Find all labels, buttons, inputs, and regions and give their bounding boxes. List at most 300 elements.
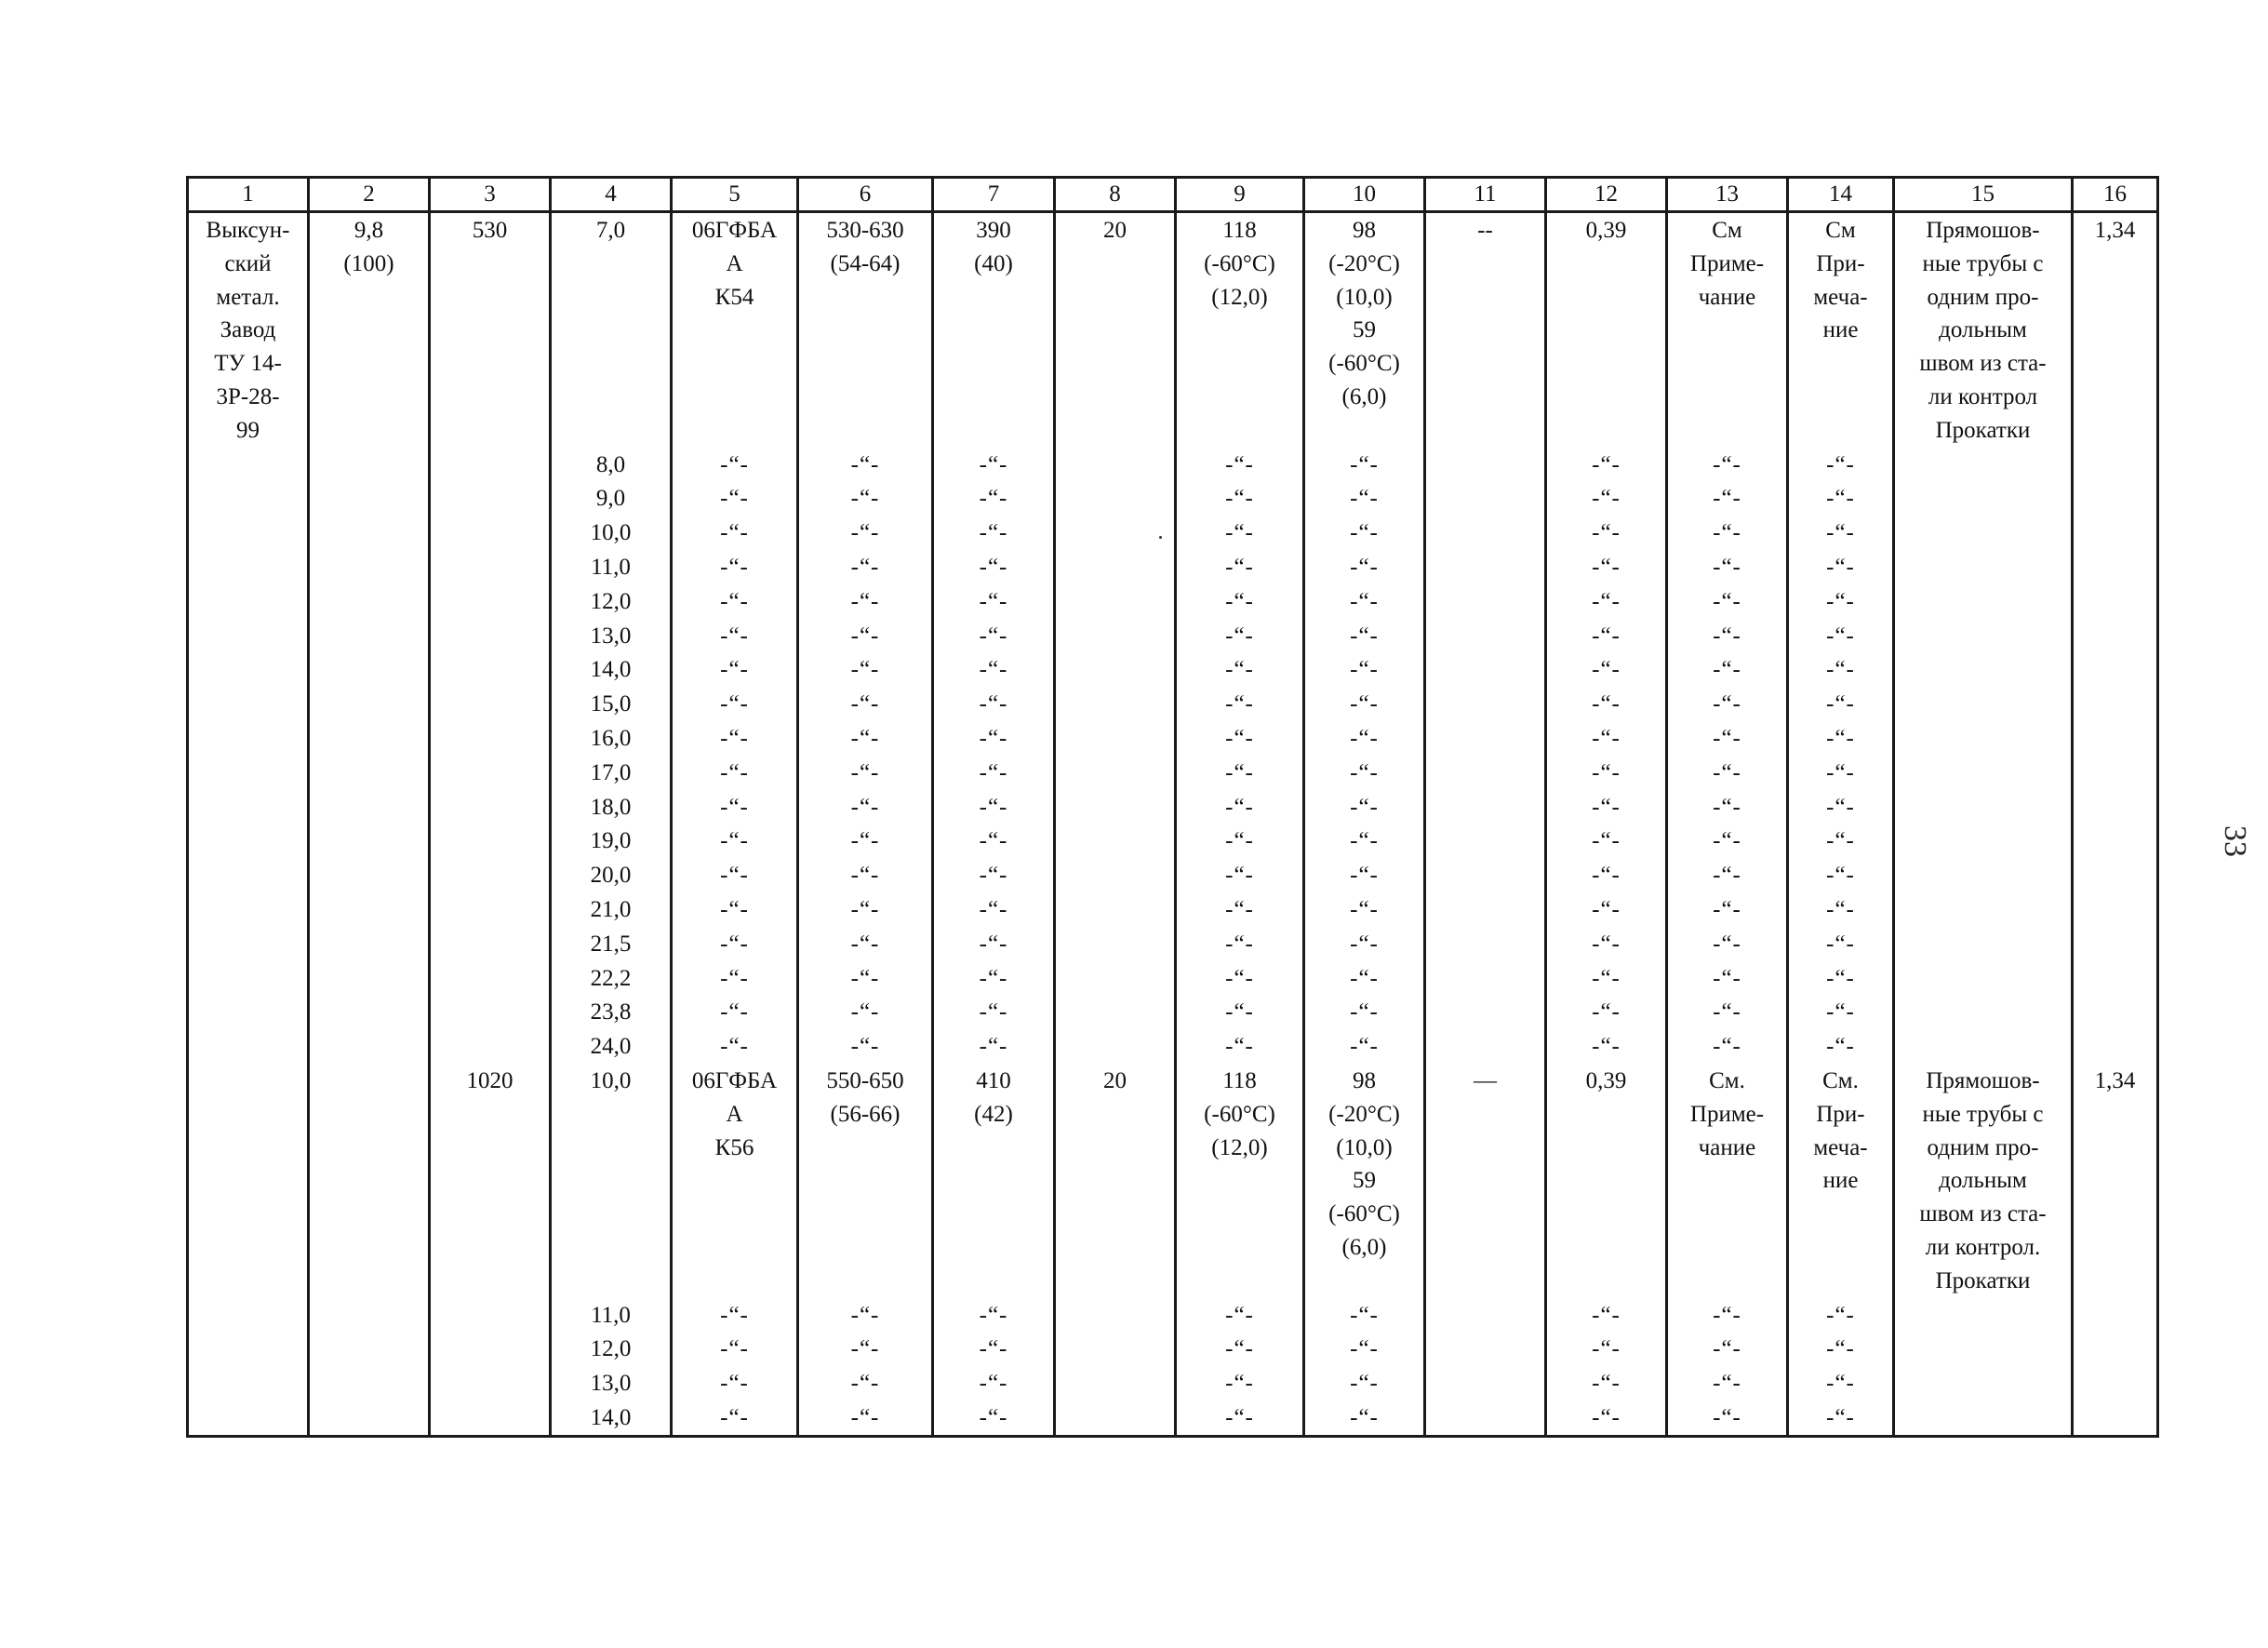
table-cell-col-8: [1055, 858, 1176, 892]
table-cell-col-16: [2073, 516, 2158, 550]
table-cell-col-10: -“-: [1304, 756, 1425, 790]
table-cell-col-6: -“-: [798, 652, 933, 687]
table-cell-col-9: -“-: [1176, 481, 1304, 516]
table-cell-col-3: [430, 1332, 551, 1366]
table-cell-col-16: [2073, 892, 2158, 927]
table-cell-col-7: -“-: [933, 858, 1055, 892]
table-cell-col-2: [309, 619, 430, 653]
table-cell-col-7: -“-: [933, 995, 1055, 1029]
table-row: [188, 790, 2158, 824]
table-cell-col-11: —: [1425, 1064, 1546, 1298]
table-cell-col-11: [1425, 516, 1546, 550]
table-cell-col-10: 98 (-20°С) (10,0) 59 (-60°С) (6,0): [1304, 212, 1425, 448]
table-cell-col-2: [309, 687, 430, 721]
table-cell-col-4: 16,0: [551, 721, 672, 756]
table-cell-col-16: [2073, 824, 2158, 858]
table-cell-col-16: [2073, 1332, 2158, 1366]
table-cell-col-4: 18,0: [551, 790, 672, 824]
table-cell-col-6: -“-: [798, 584, 933, 619]
table-cell-col-16: [2073, 858, 2158, 892]
table-cell-col-2: [309, 790, 430, 824]
table-cell-col-2: [309, 1400, 430, 1436]
table-cell-col-5: -“-: [672, 516, 798, 550]
table-cell-col-7: -“-: [933, 927, 1055, 961]
table-cell-col-7: -“-: [933, 550, 1055, 584]
table-cell-col-6: -“-: [798, 687, 933, 721]
table-cell-col-5: -“-: [672, 756, 798, 790]
specification-table: [186, 176, 2159, 1438]
table-cell-col-4: 23,8: [551, 995, 672, 1029]
table-cell-col-13: -“-: [1667, 892, 1788, 927]
table-cell-col-13: См. Приме- чание: [1667, 1064, 1788, 1298]
table-cell-col-12: -“-: [1546, 481, 1667, 516]
table-cell-col-7: -“-: [933, 481, 1055, 516]
table-cell-col-6: -“-: [798, 961, 933, 996]
table-cell-col-12: -“-: [1546, 790, 1667, 824]
table-cell-col-9: -“-: [1176, 448, 1304, 482]
table-cell-col-4: 11,0: [551, 550, 672, 584]
table-cell-col-15: [1894, 516, 2073, 550]
table-cell-col-4: 10,0: [551, 516, 672, 550]
table-cell-col-5: -“-: [672, 687, 798, 721]
table-cell-col-16: [2073, 481, 2158, 516]
table-cell-col-14: -“-: [1788, 824, 1894, 858]
table-cell-col-11: [1425, 481, 1546, 516]
column-header-8: 8: [1055, 178, 1176, 212]
table-cell-col-6: -“-: [798, 790, 933, 824]
table-cell-col-15: [1894, 584, 2073, 619]
table-cell-col-15: [1894, 790, 2073, 824]
table-cell-col-7: -“-: [933, 756, 1055, 790]
table-cell-col-3: [430, 1029, 551, 1064]
table-cell-col-11: [1425, 961, 1546, 996]
table-cell-col-4: 7,0: [551, 212, 672, 448]
table-cell-col-5: -“-: [672, 790, 798, 824]
table-cell-col-3: [430, 1400, 551, 1436]
table-row: [188, 1366, 2158, 1400]
table-cell-col-15: [1894, 550, 2073, 584]
table-cell-col-1: [188, 1400, 309, 1436]
table-cell-col-7: -“-: [933, 652, 1055, 687]
table-cell-col-15: [1894, 1400, 2073, 1436]
table-cell-col-8: [1055, 1400, 1176, 1436]
table-cell-col-15: [1894, 687, 2073, 721]
table-cell-col-10: -“-: [1304, 652, 1425, 687]
table-cell-col-9: -“-: [1176, 687, 1304, 721]
column-header-1: 1: [188, 178, 309, 212]
column-header-12: 12: [1546, 178, 1667, 212]
table-cell-col-8: [1055, 516, 1176, 550]
table-cell-col-9: 118 (-60°С) (12,0): [1176, 212, 1304, 448]
table-cell-col-2: [309, 858, 430, 892]
table-cell-col-4: 20,0: [551, 858, 672, 892]
table-cell-col-12: -“-: [1546, 1332, 1667, 1366]
table-cell-col-4: 24,0: [551, 1029, 672, 1064]
table-cell-col-4: 11,0: [551, 1298, 672, 1333]
table-cell-col-12: -“-: [1546, 927, 1667, 961]
table-cell-col-2: [309, 652, 430, 687]
table-cell-col-15: [1894, 1298, 2073, 1333]
table-cell-col-3: [430, 961, 551, 996]
table-cell-col-15: [1894, 619, 2073, 653]
table-cell-col-14: -“-: [1788, 481, 1894, 516]
column-header-13: 13: [1667, 178, 1788, 212]
table-cell-col-8: [1055, 687, 1176, 721]
table-cell-col-1: [188, 1029, 309, 1064]
table-cell-col-16: [2073, 927, 2158, 961]
table-cell-col-7: -“-: [933, 516, 1055, 550]
table-cell-col-10: -“-: [1304, 448, 1425, 482]
table-cell-col-7: -“-: [933, 790, 1055, 824]
table-cell-col-12: -“-: [1546, 550, 1667, 584]
table-cell-col-14: -“-: [1788, 858, 1894, 892]
table-cell-col-10: -“-: [1304, 516, 1425, 550]
table-cell-col-15: [1894, 652, 2073, 687]
table-row: [188, 927, 2158, 961]
table-row: [188, 1064, 2158, 1298]
table-cell-col-10: -“-: [1304, 1332, 1425, 1366]
table-cell-col-1: [188, 1064, 309, 1298]
table-cell-col-11: [1425, 721, 1546, 756]
table-cell-col-2: 9,8 (100): [309, 212, 430, 448]
table-cell-col-3: [430, 652, 551, 687]
table-cell-col-5: -“-: [672, 892, 798, 927]
table-cell-col-1: [188, 584, 309, 619]
table-cell-col-3: [430, 619, 551, 653]
table-cell-col-13: -“-: [1667, 1332, 1788, 1366]
table-cell-col-10: -“-: [1304, 995, 1425, 1029]
table-cell-col-8: [1055, 550, 1176, 584]
table-cell-col-4: 13,0: [551, 619, 672, 653]
table-cell-col-13: -“-: [1667, 790, 1788, 824]
table-cell-col-3: [430, 516, 551, 550]
table-cell-col-12: -“-: [1546, 516, 1667, 550]
table-cell-col-14: -“-: [1788, 687, 1894, 721]
table-cell-col-4: 22,2: [551, 961, 672, 996]
table-cell-col-4: 14,0: [551, 1400, 672, 1436]
table-cell-col-16: [2073, 652, 2158, 687]
column-header-4: 4: [551, 178, 672, 212]
table-cell-col-11: [1425, 892, 1546, 927]
table-cell-col-1: [188, 790, 309, 824]
table-cell-col-6: -“-: [798, 756, 933, 790]
column-header-14: 14: [1788, 178, 1894, 212]
table-cell-col-13: -“-: [1667, 1400, 1788, 1436]
table-cell-col-7: -“-: [933, 687, 1055, 721]
table-cell-col-14: -“-: [1788, 448, 1894, 482]
table-cell-col-6: -“-: [798, 721, 933, 756]
table-cell-col-15: [1894, 1366, 2073, 1400]
table-cell-col-1: [188, 1332, 309, 1366]
table-cell-col-10: -“-: [1304, 1298, 1425, 1333]
table-cell-col-12: -“-: [1546, 619, 1667, 653]
table-cell-col-9: -“-: [1176, 995, 1304, 1029]
table-cell-col-12: -“-: [1546, 892, 1667, 927]
table-cell-col-4: 15,0: [551, 687, 672, 721]
table-cell-col-1: [188, 550, 309, 584]
column-header-7: 7: [933, 178, 1055, 212]
table-cell-col-16: [2073, 687, 2158, 721]
table-cell-col-16: [2073, 1029, 2158, 1064]
table-cell-col-10: -“-: [1304, 584, 1425, 619]
table-row: [188, 481, 2158, 516]
table-cell-col-15: [1894, 448, 2073, 482]
table-cell-col-11: [1425, 619, 1546, 653]
table-cell-col-16: [2073, 448, 2158, 482]
table-cell-col-16: [2073, 995, 2158, 1029]
table-cell-col-9: -“-: [1176, 619, 1304, 653]
table-cell-col-6: -“-: [798, 448, 933, 482]
table-cell-col-13: -“-: [1667, 481, 1788, 516]
table-cell-col-4: 19,0: [551, 824, 672, 858]
table-row: [188, 1332, 2158, 1366]
table-cell-col-8: [1055, 995, 1176, 1029]
table-cell-col-16: [2073, 1366, 2158, 1400]
table-cell-col-8: [1055, 824, 1176, 858]
table-cell-col-14: См При- меча- ние: [1788, 212, 1894, 448]
table-cell-col-11: --: [1425, 212, 1546, 448]
table-cell-col-4: 10,0: [551, 1064, 672, 1298]
table-cell-col-8: [1055, 756, 1176, 790]
table-cell-col-8: [1055, 961, 1176, 996]
table-cell-col-4: 13,0: [551, 1366, 672, 1400]
table-cell-col-3: [430, 584, 551, 619]
table-cell-col-12: -“-: [1546, 858, 1667, 892]
table-row: [188, 1029, 2158, 1064]
table-cell-col-2: [309, 584, 430, 619]
table-cell-col-5: -“-: [672, 1366, 798, 1400]
table-cell-col-5: -“-: [672, 1400, 798, 1436]
table-cell-col-15: Прямошов- ные трубы с одним про- дольным швом из ста- ли контрол. Прокатки: [1894, 1064, 2073, 1298]
table-cell-col-8: [1055, 1366, 1176, 1400]
column-number-row: [188, 178, 2158, 212]
table-cell-col-7: -“-: [933, 721, 1055, 756]
table-cell-col-9: -“-: [1176, 584, 1304, 619]
table-row: [188, 687, 2158, 721]
table-cell-col-4: 12,0: [551, 584, 672, 619]
table-cell-col-8: [1055, 1029, 1176, 1064]
table-cell-col-12: -“-: [1546, 1400, 1667, 1436]
table-cell-col-13: -“-: [1667, 995, 1788, 1029]
table-row: [188, 756, 2158, 790]
table-cell-col-2: [309, 961, 430, 996]
table-cell-col-6: -“-: [798, 927, 933, 961]
table-cell-col-11: [1425, 652, 1546, 687]
table-cell-col-12: -“-: [1546, 584, 1667, 619]
scan-speck: [1159, 536, 1162, 539]
table-cell-col-10: -“-: [1304, 858, 1425, 892]
table-cell-col-7: -“-: [933, 892, 1055, 927]
table-cell-col-9: -“-: [1176, 824, 1304, 858]
table-cell-col-4: 12,0: [551, 1332, 672, 1366]
table-row: [188, 858, 2158, 892]
table-cell-col-2: [309, 1366, 430, 1400]
table-cell-col-1: Выксун- ский метал. Завод ТУ 14- 3Р-28- 99: [188, 212, 309, 448]
table-cell-col-9: -“-: [1176, 858, 1304, 892]
table-cell-col-10: -“-: [1304, 1029, 1425, 1064]
table-cell-col-15: [1894, 995, 2073, 1029]
table-row: [188, 995, 2158, 1029]
table-cell-col-6: -“-: [798, 550, 933, 584]
table-cell-col-6: -“-: [798, 619, 933, 653]
table-cell-col-8: [1055, 481, 1176, 516]
table-cell-col-13: -“-: [1667, 550, 1788, 584]
table-cell-col-9: -“-: [1176, 892, 1304, 927]
table-cell-col-14: -“-: [1788, 1298, 1894, 1333]
table-cell-col-16: [2073, 619, 2158, 653]
table-cell-col-13: -“-: [1667, 824, 1788, 858]
table-cell-col-5: -“-: [672, 927, 798, 961]
table-cell-col-13: -“-: [1667, 619, 1788, 653]
table-cell-col-11: [1425, 1400, 1546, 1436]
table-cell-col-1: [188, 961, 309, 996]
table-cell-col-10: -“-: [1304, 824, 1425, 858]
table-cell-col-10: 98 (-20°С) (10,0) 59 (-60°С) (6,0): [1304, 1064, 1425, 1298]
table-cell-col-6: -“-: [798, 824, 933, 858]
table-cell-col-1: [188, 995, 309, 1029]
table-cell-col-7: -“-: [933, 1298, 1055, 1333]
table-cell-col-14: -“-: [1788, 550, 1894, 584]
table-cell-col-16: [2073, 584, 2158, 619]
table-cell-col-3: [430, 790, 551, 824]
table-cell-col-11: [1425, 858, 1546, 892]
table-row: [188, 516, 2158, 550]
table-cell-col-5: -“-: [672, 824, 798, 858]
table-cell-col-15: Прямошов- ные трубы с одним про- дольным швом из ста- ли контрол Прокатки: [1894, 212, 2073, 448]
table-cell-col-2: [309, 1298, 430, 1333]
table-cell-col-1: [188, 756, 309, 790]
table-cell-col-1: [188, 892, 309, 927]
table-cell-col-14: -“-: [1788, 516, 1894, 550]
table-cell-col-9: 118 (-60°С) (12,0): [1176, 1064, 1304, 1298]
table-cell-col-5: -“-: [672, 961, 798, 996]
table-cell-col-5: -“-: [672, 1298, 798, 1333]
table-cell-col-3: [430, 756, 551, 790]
table-cell-col-7: 410 (42): [933, 1064, 1055, 1298]
table-cell-col-5: -“-: [672, 550, 798, 584]
table-cell-col-5: -“-: [672, 584, 798, 619]
table-cell-col-8: 20: [1055, 212, 1176, 448]
table-row: [188, 892, 2158, 927]
table-cell-col-6: -“-: [798, 1366, 933, 1400]
table-cell-col-7: -“-: [933, 448, 1055, 482]
table-cell-col-5: -“-: [672, 995, 798, 1029]
table-cell-col-6: -“-: [798, 892, 933, 927]
table-cell-col-16: 1,34: [2073, 1064, 2158, 1298]
table-cell-col-3: [430, 927, 551, 961]
table-cell-col-5: -“-: [672, 858, 798, 892]
table-cell-col-7: -“-: [933, 619, 1055, 653]
table-cell-col-10: -“-: [1304, 1400, 1425, 1436]
table-cell-col-4: 9,0: [551, 481, 672, 516]
table-cell-col-9: -“-: [1176, 1400, 1304, 1436]
table-cell-col-1: [188, 619, 309, 653]
table-cell-col-9: -“-: [1176, 1332, 1304, 1366]
table-cell-col-9: -“-: [1176, 1298, 1304, 1333]
table-cell-col-9: -“-: [1176, 927, 1304, 961]
table-cell-col-10: -“-: [1304, 961, 1425, 996]
table-cell-col-5: 06ГФБА А К54: [672, 212, 798, 448]
table-cell-col-9: -“-: [1176, 652, 1304, 687]
table-cell-col-1: [188, 652, 309, 687]
table-cell-col-5: -“-: [672, 481, 798, 516]
column-header-11: 11: [1425, 178, 1546, 212]
table-cell-col-16: [2073, 550, 2158, 584]
table-cell-col-15: [1894, 858, 2073, 892]
table-cell-col-13: -“-: [1667, 584, 1788, 619]
table-cell-col-11: [1425, 756, 1546, 790]
table-cell-col-4: 17,0: [551, 756, 672, 790]
table-cell-col-13: -“-: [1667, 1298, 1788, 1333]
table-cell-col-1: [188, 721, 309, 756]
table-cell-col-10: -“-: [1304, 1366, 1425, 1400]
table-cell-col-8: [1055, 448, 1176, 482]
table-cell-col-11: [1425, 1366, 1546, 1400]
table-cell-col-1: [188, 516, 309, 550]
table-cell-col-6: -“-: [798, 995, 933, 1029]
table-cell-col-5: -“-: [672, 721, 798, 756]
table-cell-col-5: -“-: [672, 619, 798, 653]
table-cell-col-8: [1055, 1332, 1176, 1366]
table-cell-col-7: -“-: [933, 1400, 1055, 1436]
table-cell-col-9: -“-: [1176, 756, 1304, 790]
table-row: [188, 721, 2158, 756]
column-header-6: 6: [798, 178, 933, 212]
table-cell-col-3: [430, 550, 551, 584]
table-cell-col-7: -“-: [933, 584, 1055, 619]
table-cell-col-16: [2073, 1298, 2158, 1333]
table-cell-col-12: -“-: [1546, 687, 1667, 721]
table-cell-col-13: -“-: [1667, 721, 1788, 756]
table-cell-col-11: [1425, 1298, 1546, 1333]
table-cell-col-12: -“-: [1546, 824, 1667, 858]
table-cell-col-6: -“-: [798, 1029, 933, 1064]
table-cell-col-16: [2073, 1400, 2158, 1436]
table-cell-col-14: -“-: [1788, 584, 1894, 619]
table-row: [188, 1298, 2158, 1333]
table-cell-col-3: [430, 995, 551, 1029]
table-cell-col-8: [1055, 619, 1176, 653]
table-row: [188, 448, 2158, 482]
table-cell-col-11: [1425, 550, 1546, 584]
table-cell-col-12: -“-: [1546, 652, 1667, 687]
table-cell-col-7: -“-: [933, 1332, 1055, 1366]
table-cell-col-15: [1894, 721, 2073, 756]
table-cell-col-9: -“-: [1176, 1029, 1304, 1064]
table-cell-col-4: 14,0: [551, 652, 672, 687]
table-cell-col-3: [430, 1366, 551, 1400]
table-cell-col-9: -“-: [1176, 961, 1304, 996]
table-cell-col-2: [309, 516, 430, 550]
table-cell-col-7: -“-: [933, 1366, 1055, 1400]
table-cell-col-3: [430, 687, 551, 721]
table-cell-col-10: -“-: [1304, 619, 1425, 653]
table-cell-col-13: -“-: [1667, 1366, 1788, 1400]
table-cell-col-9: -“-: [1176, 516, 1304, 550]
table-cell-col-10: -“-: [1304, 481, 1425, 516]
table-cell-col-11: [1425, 584, 1546, 619]
table-cell-col-10: -“-: [1304, 790, 1425, 824]
table-cell-col-14: -“-: [1788, 892, 1894, 927]
table-cell-col-6: 530-630 (54-64): [798, 212, 933, 448]
column-header-3: 3: [430, 178, 551, 212]
table-cell-col-10: -“-: [1304, 550, 1425, 584]
table-cell-col-5: -“-: [672, 1332, 798, 1366]
table-cell-col-16: [2073, 961, 2158, 996]
table-cell-col-14: -“-: [1788, 721, 1894, 756]
table-cell-col-7: -“-: [933, 961, 1055, 996]
table-cell-col-10: -“-: [1304, 687, 1425, 721]
